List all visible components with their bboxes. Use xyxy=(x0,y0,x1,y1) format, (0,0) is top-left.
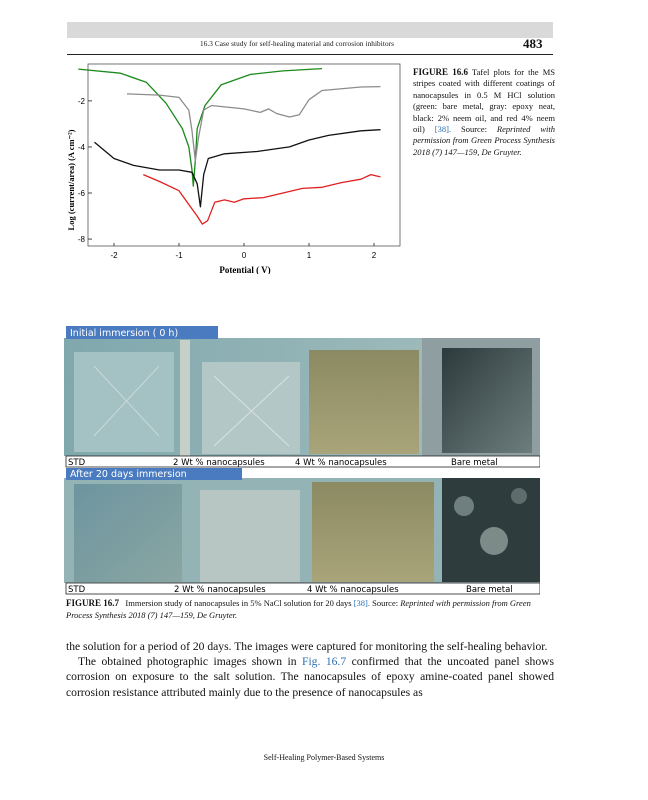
figure-16-6-text: Tafel plots for the MS stripes coated with different coatings of nanocapsules in 0.5 M HCl solution (green: bare metal, gray: epoxy neat, black: 2% neem oil, and red 4% neem oil) xyxy=(413,67,555,135)
figure-16-7-text: Immersion study of nanocapsules in 5% NaCl solution for 20 days xyxy=(125,598,352,608)
row1-title: Initial immersion ( 0 h) xyxy=(70,328,179,339)
y-tick-label: -8 xyxy=(77,235,85,245)
tafel-plot xyxy=(60,62,406,274)
row1-bare-panel xyxy=(442,348,532,453)
running-header: 16.3 Case study for self-healing material and corrosion inhibitors xyxy=(200,40,395,48)
header-bar xyxy=(67,22,553,38)
figure-16-6-caption xyxy=(413,67,555,158)
figure-16-7-caption xyxy=(66,598,552,621)
paragraph-2-start: The obtained photographic images shown in xyxy=(78,655,302,669)
figure-16-6-source-prefix: Source: xyxy=(460,124,497,135)
row1-2wt-panel xyxy=(202,362,300,454)
row2-label-std: STD xyxy=(68,585,86,595)
figure-link[interactable]: Fig. 16.7 xyxy=(302,655,347,669)
row1-4wt-panel xyxy=(309,350,419,454)
series-2-neem-oil xyxy=(95,130,381,207)
immersion-photo-panel xyxy=(64,326,540,596)
paragraph-2 xyxy=(66,654,554,700)
figure-16-7-source: Reprinted with permission from Green Process Synthesis 2018 (7) 147—159, De Gruyter. xyxy=(66,598,531,620)
x-tick-label: 0 xyxy=(241,251,247,260)
y-axis-label: Log (current/area) (A cm⁻²) xyxy=(66,129,76,231)
figure-16-6-label: FIGURE 16.6 xyxy=(413,67,469,77)
series-4-neem-oil xyxy=(143,175,380,225)
figure-16-7-source-prefix: Source: xyxy=(372,598,401,608)
row2-4wt-panel xyxy=(312,482,434,582)
figure-16-6-reference[interactable]: [38]. xyxy=(434,124,452,135)
x-axis-label: Potential ( V) xyxy=(219,265,271,274)
row1-label-2wt: 2 Wt % nanocapsules xyxy=(173,458,265,468)
figure-16-7-label: FIGURE 16.7 xyxy=(66,598,120,608)
row2-label-bare: Bare metal xyxy=(466,585,513,595)
paragraph-1: the solution for a period of 20 days. The images were captured for monitoring the self-healing behavior. xyxy=(66,640,548,653)
row1-std-panel xyxy=(74,352,174,452)
row2-label-2wt: 2 Wt % nanocapsules xyxy=(174,585,266,595)
paragraph-2-rest: confirmed that the uncoated panel shows corrosion on exposure to the salt solution. The nanocapsules of epoxy amine-coated panel showed corrosion resistance attributed mainly due to the presence of nanocapsules as xyxy=(66,655,554,699)
row1-label-std: STD xyxy=(68,458,86,468)
x-tick-label: -2 xyxy=(110,251,118,260)
figure-16-7-reference[interactable]: [38]. xyxy=(353,598,370,608)
y-tick-label: -2 xyxy=(77,96,85,106)
row2-2wt-panel xyxy=(200,490,300,582)
x-tick-label: -1 xyxy=(175,251,183,260)
x-tick-label: 2 xyxy=(371,251,377,260)
row1-label-4wt: 4 Wt % nanocapsules xyxy=(295,458,387,468)
plot-frame xyxy=(88,64,400,246)
row2-title: After 20 days immersion xyxy=(70,469,187,480)
y-tick-label: -4 xyxy=(77,142,85,152)
x-tick-label: 1 xyxy=(306,251,312,260)
header-rule xyxy=(67,54,553,55)
body-text xyxy=(66,639,554,700)
row1-label-bare: Bare metal xyxy=(451,458,498,468)
series-epoxy-neat xyxy=(127,87,381,161)
page-footer: Self-Healing Polymer-Based Systems xyxy=(263,753,385,762)
row2-label-4wt: 4 Wt % nanocapsules xyxy=(307,585,399,595)
y-tick-label: -6 xyxy=(77,189,85,199)
figure-16-6-source: Reprinted with permission from Green Process Synthesis 2018 (7) 147—159, De Gruyter. xyxy=(413,124,555,157)
row2-std-panel xyxy=(74,484,182,582)
page-number: 483 xyxy=(523,36,543,51)
